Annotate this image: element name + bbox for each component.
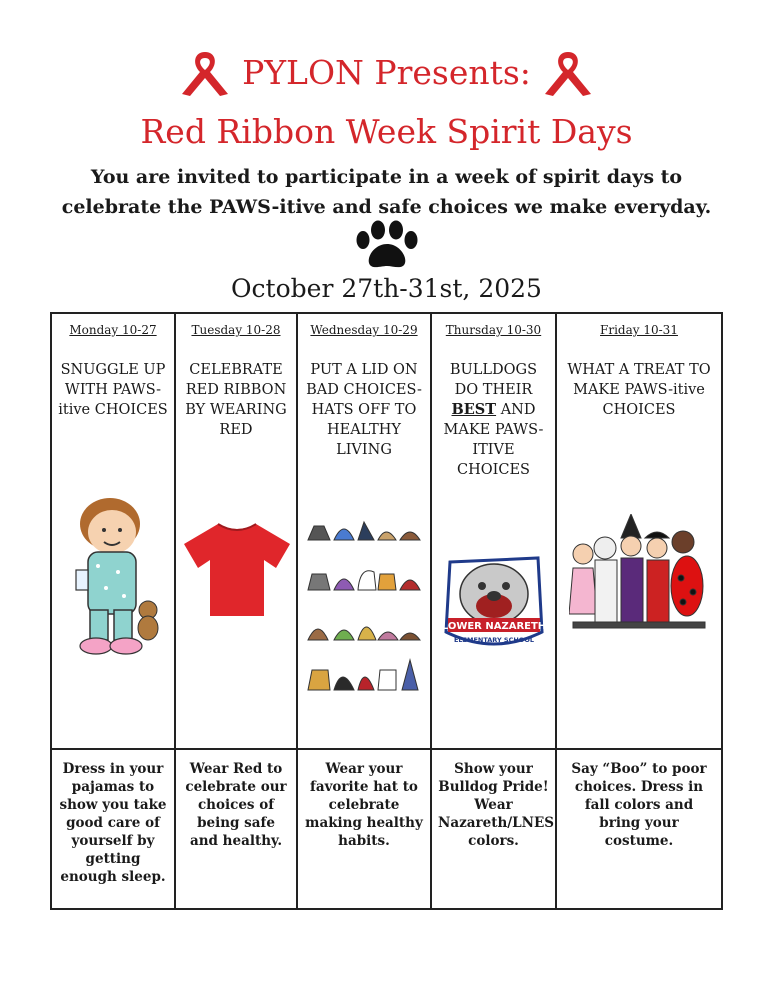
day-column-wednesday — [298, 314, 432, 908]
spirit-days-table — [50, 312, 723, 910]
day-description: Wear Red to celebrate our choices of being safe and healthy. — [185, 761, 287, 849]
child-in-pajamas-illustration — [66, 492, 162, 662]
day-heading: Monday 10-27 — [69, 323, 157, 337]
day-theme: PUT A LID ON BAD CHOICES- HATS OFF TO HEALTHY LIVING — [306, 362, 422, 458]
row-divider — [557, 748, 721, 750]
day-column-thursday — [432, 314, 557, 908]
logo-text-sub: ELEMENTARY SCHOOL — [453, 636, 535, 644]
theme-text-post: AND MAKE PAWS-ITIVE CHOICES — [443, 402, 544, 478]
logo-text-main: LOWER NAZARETH — [441, 621, 547, 632]
day-column-monday — [52, 314, 176, 908]
red-ribbon-icon — [174, 46, 236, 98]
day-theme: SNUGGLE UP WITH PAWS-itive CHOICES — [58, 362, 168, 418]
invitation-line-1: You are invited to participate in a week of spirit days to — [90, 166, 683, 188]
assorted-hats-illustration — [306, 514, 424, 714]
lower-nazareth-bulldog-logo — [440, 552, 548, 658]
event-dates: October 27th-31st, 2025 — [231, 274, 542, 303]
day-description: Say “Boo” to poor choices. Dress in fall colors and bring your costume. — [571, 761, 707, 849]
row-divider — [298, 748, 430, 750]
day-heading: Tuesday 10-28 — [191, 323, 281, 337]
day-column-friday — [557, 314, 721, 908]
invitation-line-2: celebrate the PAWS-itive and safe choices we make everyday. — [61, 196, 712, 218]
page-title: PYLON Presents: — [242, 52, 531, 92]
day-heading: Wednesday 10-29 — [310, 323, 418, 337]
day-heading: Friday 10-31 — [600, 323, 678, 337]
theme-best-emphasis: BEST — [451, 401, 497, 418]
theme-text-pre: BULLDOGS DO THEIR — [449, 362, 538, 398]
day-theme — [436, 360, 551, 480]
row-divider — [432, 748, 555, 750]
day-description: Show your Bulldog Pride! Wear Nazareth/LNES colors. — [438, 761, 555, 849]
title-row — [0, 44, 773, 100]
day-description: Wear your favorite hat to celebrate making healthy habits. — [305, 761, 423, 849]
day-theme: WHAT A TREAT TO MAKE PAWS-itive CHOICES — [567, 362, 711, 418]
day-column-tuesday — [176, 314, 298, 908]
day-theme: CELEBRATE RED RIBBON BY WEARING RED — [185, 362, 287, 438]
red-tshirt-illustration — [182, 520, 292, 618]
row-divider — [52, 748, 174, 750]
page-subtitle: Red Ribbon Week Spirit Days — [140, 112, 633, 151]
day-description: Dress in your pajamas to show you take good care of yourself by getting enough sleep. — [59, 761, 167, 885]
row-divider — [176, 748, 296, 750]
invitation-text — [60, 162, 713, 222]
paw-print-icon — [351, 220, 423, 270]
day-heading: Thursday 10-30 — [445, 323, 542, 337]
red-ribbon-icon — [537, 46, 599, 98]
kids-in-costumes-illustration — [569, 514, 713, 644]
